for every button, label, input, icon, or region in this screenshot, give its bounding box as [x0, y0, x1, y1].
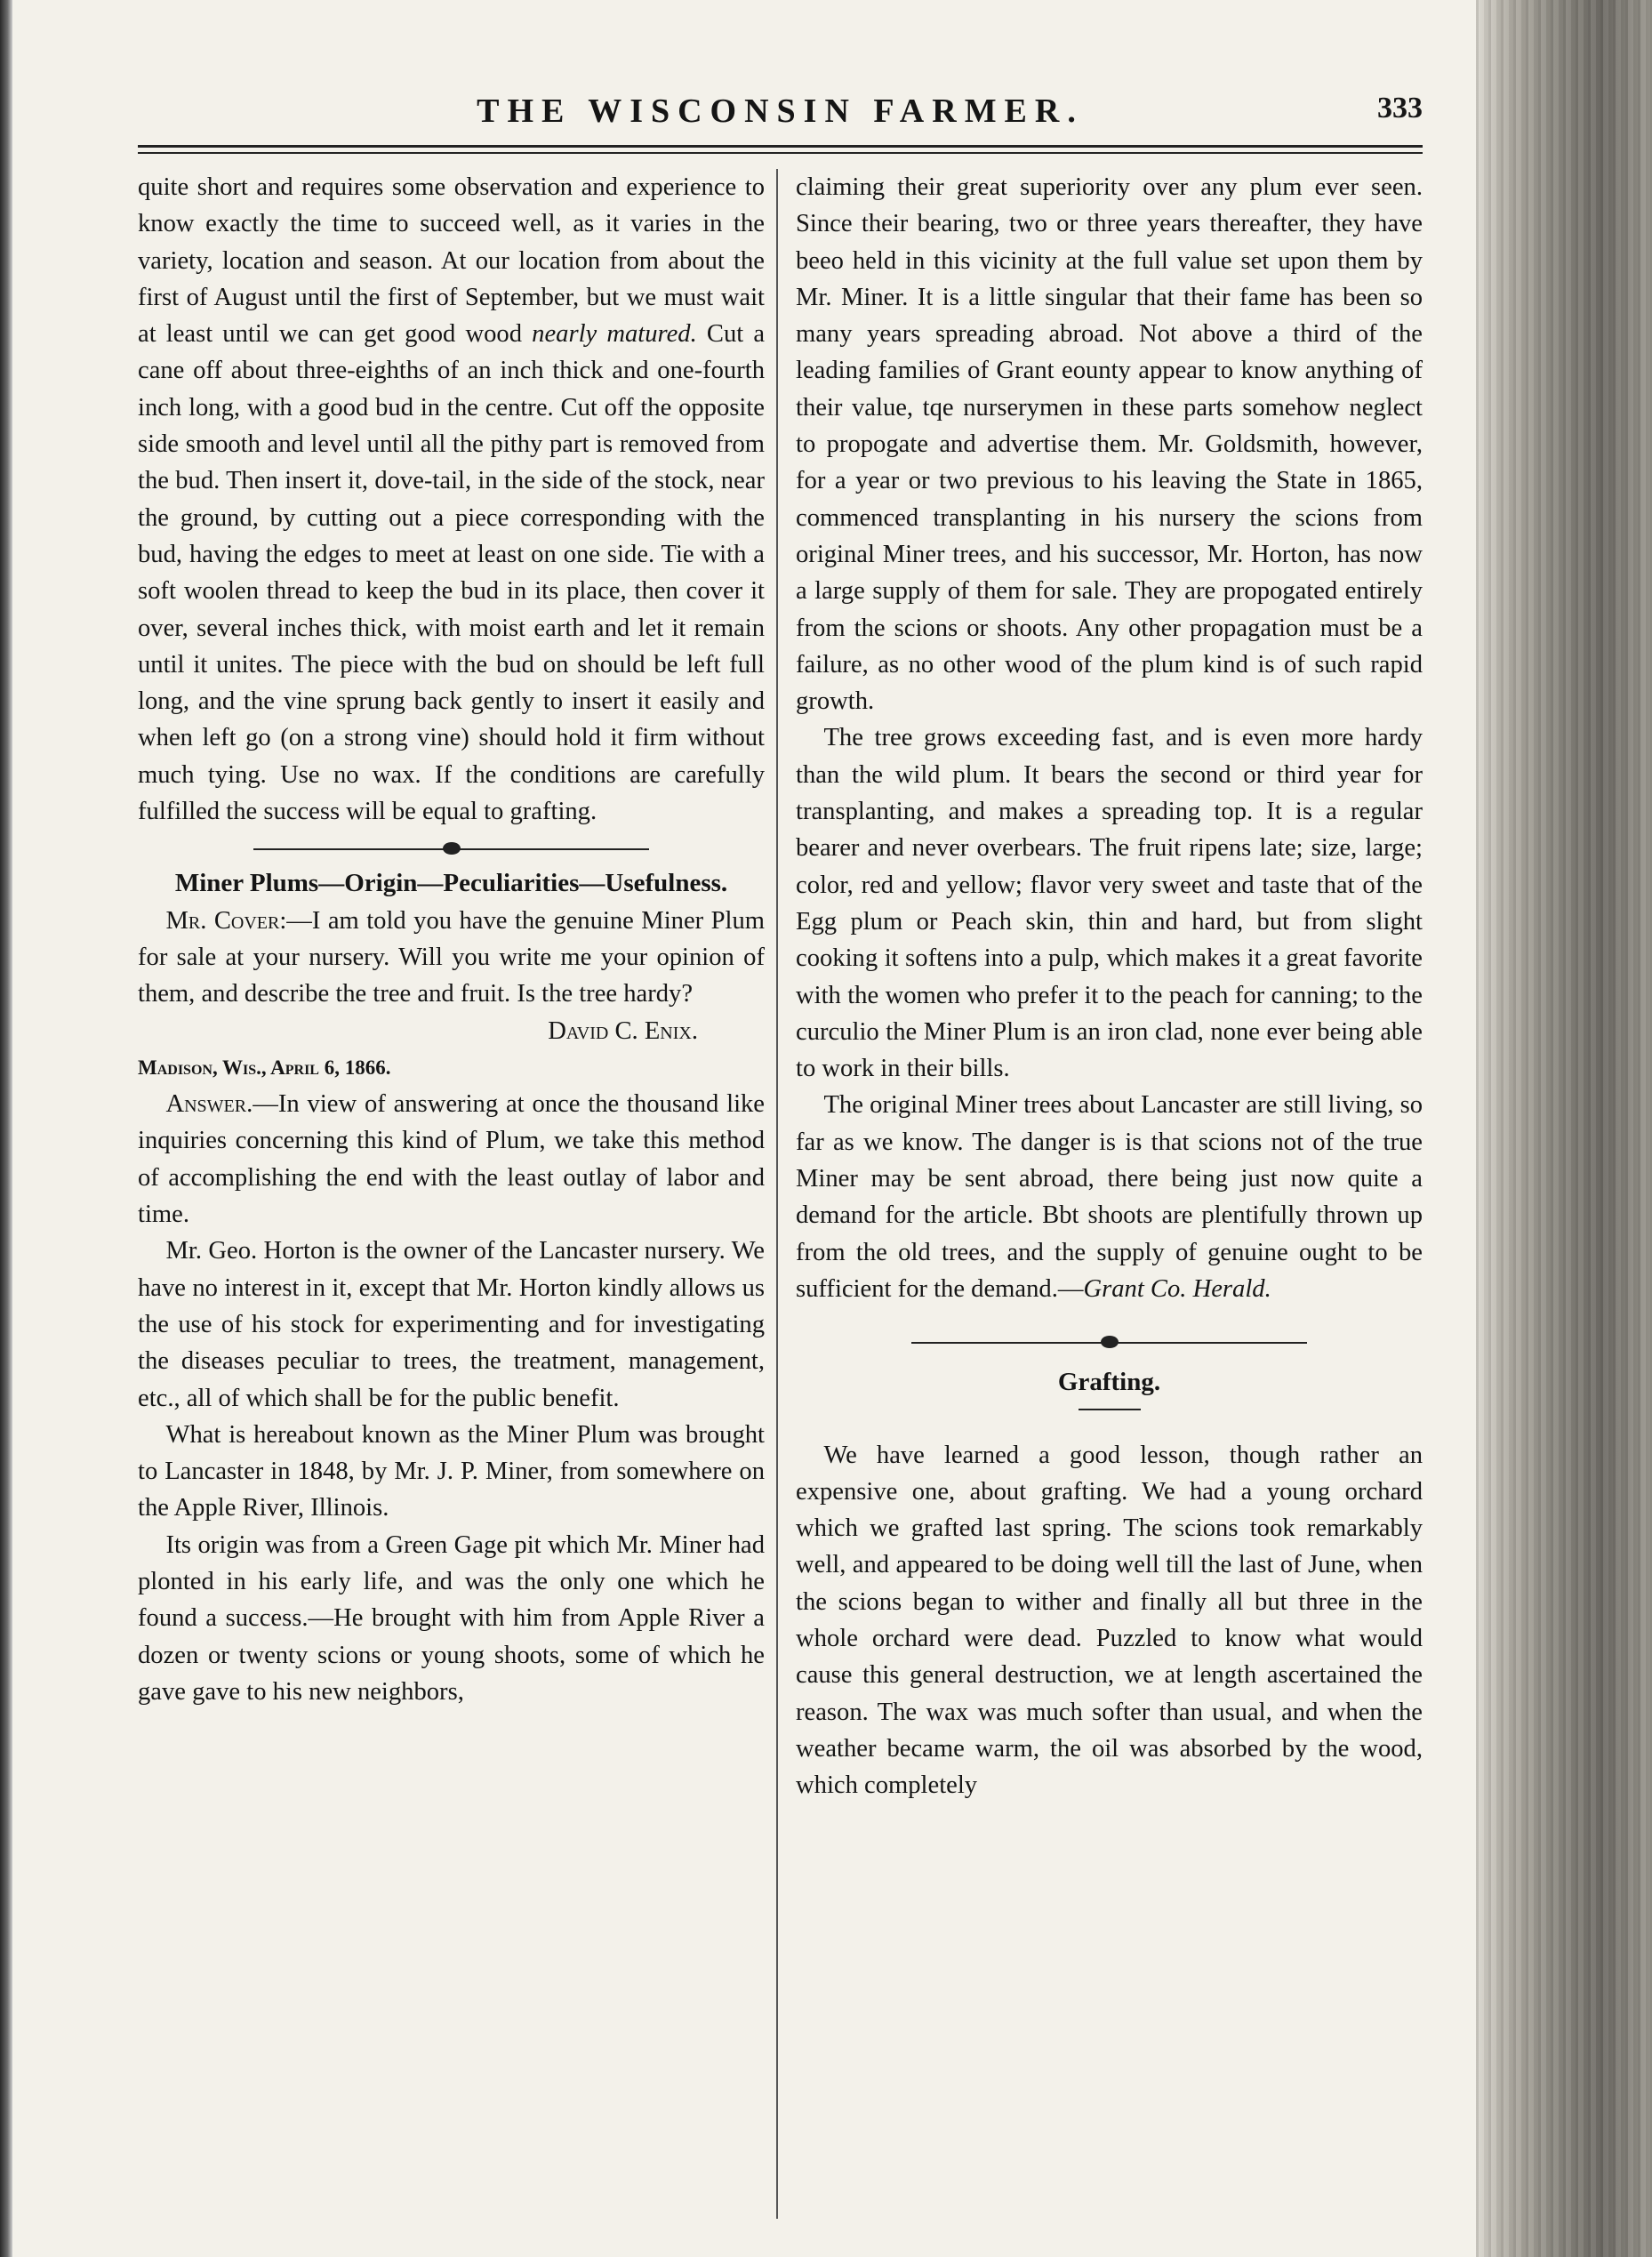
- page-header: [138, 92, 1423, 145]
- column-divider: [776, 169, 778, 2219]
- article-title: Miner Plums—Origin—Peculiarities—Usefulness.: [174, 869, 728, 898]
- budding-text-rest: Cut a cane off about three-eighths of an inch thick and one-fourth inch long, with a good bud in the centre. Cut off the opposite side smooth and level until all the pithy part is removed from the bud. Then insert it, dove-tail, in the side of the stock, near the ground, by cutting out a piece corresponding with the bud, having the edges to meet at least on one side. Tie with a soft woolen thread to keep the bud in its place, then cover it over, several inches thick, with moist earth and let it remain until it unites. The piece with the bud on should be left full long, and the vine sprung back gently to insert it easily and when left go (on a strong vine) should hold it firm without much tying. Use no wax. If the conditions are carefully fulfilled the success will be equal to grafting.: [138, 320, 766, 826]
- answer-paragraph: [138, 1086, 765, 1233]
- journal-title: THE WISCONSIN FARMER.: [477, 92, 1084, 130]
- letter-dateline: Madison, Wis., April 6, 1866.: [138, 1056, 391, 1079]
- section-divider-ornament: [796, 1329, 1423, 1355]
- original-trees-paragraph: [796, 1087, 1423, 1307]
- page-binding-edge: [1476, 0, 1652, 2257]
- letter-salutation: Mr. Cover: [165, 906, 280, 935]
- left-column: [138, 169, 765, 1710]
- budding-emphasis: nearly matured.: [532, 320, 697, 349]
- miner-plum-paragraph: What is hereabout known as the Miner Plum was brought to Lancaster in 1848, by Mr. J. P. Miner, from somewhere on the Apple River, Illinois.: [138, 1420, 765, 1522]
- origin-paragraph: Its origin was from a Green Gage pit which Mr. Miner had plonted in his early life, and was the only one which he found a success.—He brought with him from Apple River a dozen or twenty scions or young shoots, some of which he gave gave to his new neighbors,: [138, 1530, 765, 1706]
- page-left-edge-shadow: [0, 0, 12, 2257]
- section-divider-ornament: [138, 835, 765, 862]
- page-number: 333: [1377, 92, 1423, 124]
- grafting-title: Grafting.: [1057, 1368, 1161, 1397]
- grafting-paragraph: We have learned a good lesson, though rather an expensive one, about grafting. We had a young orchard which we grafted last spring. The scions took remarkably well, and appeared to be doing well till the last of June, when the scions began to wither and finally all but three in the whole orchard were dead. Puzzled to know what would cause this general destruction, we at length ascertained the reason. The wax was much softer than usual, and when the weather became warm, the oil was absorbed by the wood, which completely: [796, 1441, 1423, 1800]
- right-column: [796, 169, 1423, 1803]
- header-rule-bottom: [138, 152, 1423, 154]
- header-rule-top: [138, 145, 1423, 148]
- answer-label: Answer.: [165, 1090, 253, 1119]
- horton-paragraph: Mr. Geo. Horton is the owner of the Lancaster nursery. We have no interest in it, except that Mr. Horton kindly allows us the use of his stock for experimenting and for investigating the diseases peculiar to trees, the treatment, management, etc., all of which shall be for the public benefit.: [138, 1237, 765, 1412]
- original-trees-text: The original Miner trees about Lancaster are still living, so far as we know. The danger is is that scions not of the true Miner may be sent abroad, there being just now quite a demand for the article. Bbt shoots are plentifully thrown up from the old trees, and the supply of genuine ought to be sufficient for the demand.—: [796, 1091, 1423, 1303]
- continued-paragraph: claiming their great superiority over any plum ever seen. Since their bearing, two or three years thereafter, they have beeo held in this vicinity at the full value set upon them by Mr. Miner. It is a little singular that their fame has been so many years spreading abroad. Not above a third of the leading families of Grant eounty appear to know anything of their value, tqe nurserymen in these parts somehow neglect to propogate and advertise them. Mr. Goldsmith, however, for a year or two previous to his leaving the State in 1865, commenced transplanting in his nursery the scions from original Miner trees, and his successor, Mr. Horton, has now a large supply of them for sale. They are propogated entirely from the scions or shoots. Any other propagation must be a failure, as no other wood of the plum kind is of such rapid growth.: [796, 173, 1423, 716]
- title-underline-rule: [1079, 1409, 1141, 1410]
- source-credit: Grant Co. Herald.: [1083, 1274, 1271, 1303]
- letter-signature: David C. Enix.: [548, 1016, 698, 1045]
- letter-body: :—I am told you have the genuine Miner Plum for sale at your nursery. Will you write me your opinion of them, and describe the tree and fruit. Is the tree hardy?: [138, 906, 765, 1008]
- budding-text: quite short and requires some observation and experience to know exactly the time to succeed well, as it varies in the variety, location and season. At our location from about the first of August until the first of September, but we must wait at least until we can get good wood: [138, 173, 765, 349]
- letter-paragraph: [138, 903, 765, 1013]
- budding-paragraph: [138, 169, 765, 830]
- answer-body: —In view of answering at once the thousand like inquiries concerning this kind of Plum, we take this method of accomplishing the end with the least outlay of labor and time.: [138, 1090, 765, 1229]
- tree-description-paragraph: The tree grows exceeding fast, and is even more hardy than the wild plum. It bears the second or third year for transplanting, and makes a spreading top. It is a regular bearer and never overbears. The fruit ripens late; size, large; color, red and yellow; flavor very sweet and taste that of the Egg plum or Peach skin, thin and hard, but from slight cooking it softens into a pulp, which makes it a great favorite with the women who prefer it to the peach for canning; to the curculio the Miner Plum is an iron clad, none ever being able to work in their bills.: [796, 724, 1423, 1083]
